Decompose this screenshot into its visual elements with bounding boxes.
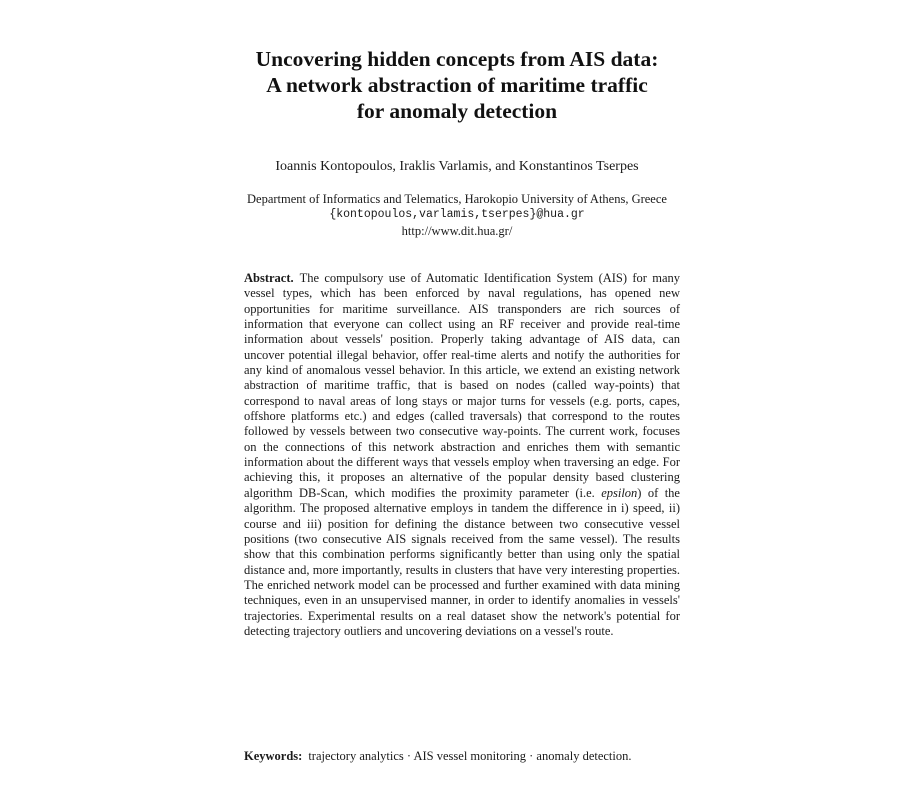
title-line-1: Uncovering hidden concepts from AIS data: <box>255 47 659 71</box>
abstract-emphasis: epsilon <box>601 485 638 500</box>
title-line-3: for anomaly detection <box>356 99 558 123</box>
author-list: Ioannis Kontopoulos, Iraklis Varlamis, and Konstantinos Tserpes <box>275 159 639 174</box>
keywords-label: Keywords: <box>244 749 303 763</box>
abstract-paragraph <box>244 271 680 639</box>
email-address[interactable]: {kontopoulos,varlamis,tserpes}@hua.gr <box>329 208 585 221</box>
keywords-paragraph <box>244 749 680 764</box>
website-link[interactable]: http://www.dit.hua.gr/ <box>401 224 513 238</box>
title-line-2: A network abstraction of maritime traffic <box>266 73 648 97</box>
paper-title <box>0 46 914 124</box>
abstract-text-part-1: The compulsory use of Automatic Identification System (AIS) for many vessel types, which has been enforced by naval regulations, has opened new opportunities for maritime surveillance. AIS transponders are rich sources of information that everyone can collect using an RF receiver and provide real-time information about vessels' position. Properly taking advantage of AIS data, can uncover potential illegal behavior, offer real-time alerts and notify the authorities for any kind of anomalous vessel behavior. In this article, we extend an existing network abstraction of maritime traffic, that is based on nodes (called way-points) that correspond to naval areas of long stays or major turns for vessels (e.g. ports, capes, offshore platforms etc.) and edges (called traversals) that correspond to the routes followed by vessels between two consecutive way-points. The current work, focuses on the connections of this network abstraction and enriches them with semantic information about the different ways that vessels employ when traversing an edge. For achieving this, it proposes an alternative of the popular density based clustering algorithm DB-Scan, which modifies the proximity parameter (i.e. <box>244 271 680 500</box>
affiliation: Department of Informatics and Telematics, Harokopio University of Athens, Greece <box>247 192 667 206</box>
keywords-text: trajectory analytics · AIS vessel monitoring · anomaly detection. <box>308 749 632 763</box>
abstract-label: Abstract. <box>244 271 294 285</box>
abstract-text-part-2: ) of the algorithm. The proposed alternative employs in tandem the difference in i) speed, ii) course and iii) position for defining the distance between two consecutive vessel positions (two consecutive AIS signals received from the same vessel). The results show that this combination performs significantly better than using only the spatial distance and, more importantly, results in clusters that have very interesting properties. The enriched network model can be processed and further examined with data mining techniques, even in an unsupervised manner, in order to identify anomalies in vessels' trajectories. Experimental results on a real dataset show the network's potential for detecting trajectory outliers and uncovering deviations on a vessel's route. <box>244 485 680 638</box>
affiliation-block <box>0 191 914 239</box>
